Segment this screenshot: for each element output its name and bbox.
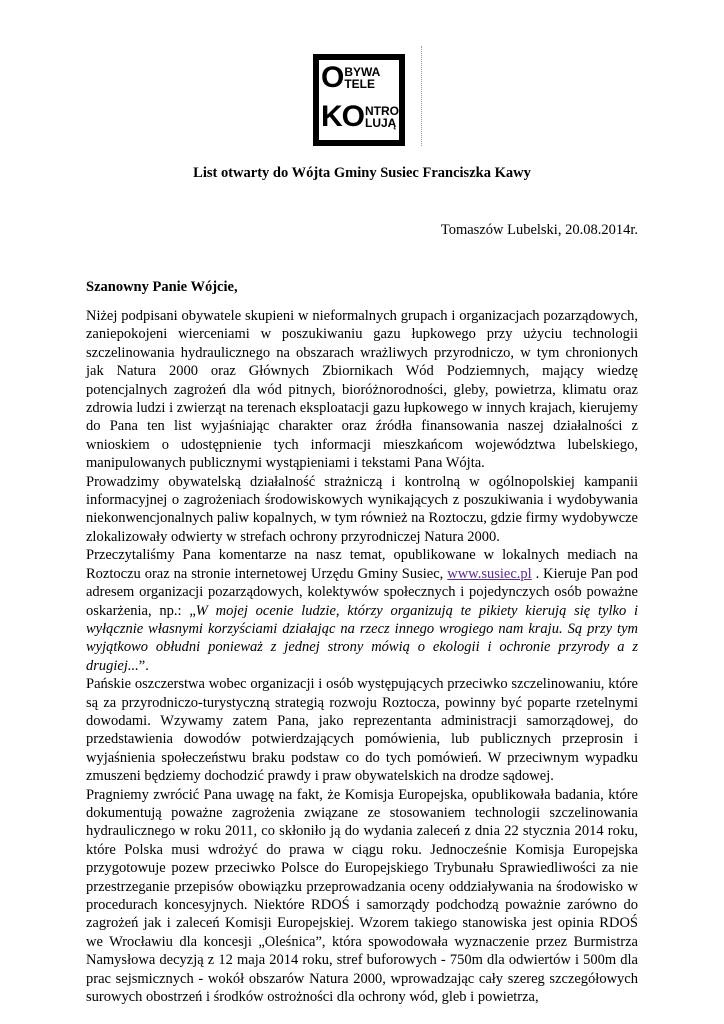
- letter-date: Tomaszów Lubelski, 20.08.2014r.: [440, 222, 638, 238]
- paragraph-1: Niżej podpisani obywatele skupieni w nieformalnych grupach i organizacjach pozarządowych, zaniepokojeni wierceniami w poszukiwaniu gazu łupkowego przy użyciu technologii szczelinowania hydraulicznego na obszarach wrażliwych przyrodniczo, w tym chronionych jak Natura 2000 oraz Głównych Zbiornikach Wód Podziemnych, mający wiedzę potencjalnych zagrożeń dla wód pitnych, bioróżnorodności, gleby, powietrza, klimatu oraz zdrowia ludzi i zwierząt na terenach eksploatacji gazu łupkowego w innych krajach, kierujemy do Pana ten list wyjaśniając charakter oraz źródła finansowania naszej działalności z wnioskiem o udostępnienie tych informacji mieszkańcom województwa lubelskiego, manipulowanych publicznymi wystąpieniami i tekstami Pana Wójta.: [86, 308, 638, 472]
- logo-divider: [421, 46, 423, 146]
- organization-logo: [313, 54, 405, 146]
- paragraph-5: Pragniemy zwrócić Pana uwagę na fakt, że Komisja Europejska, opublikowała badania, które dokumentują poważne zagrożenia związane ze stosowaniem technologii szczelinowania hydraulicznego w roku 2011, co skłoniło ją do wydania zaleceń z dnia 22 stycznia 2014 roku, które Polska musi wdrożyć do prawa w ciągu roku. Jednocześnie Komisja Europejska przygotowuje pozew przeciwko Polsce do Europejskiego Trybunału Sprawiedliwości za nie przestrzeganie przepisów obowiązku przeprowadzania oceny oddziaływania na środowisko w procedurach koncesyjnych. Niektóre RDOŚ i samorządy podchodzą poważnie zarówno do zagrożeń jak i zaleceń Komisji Europejskiej. Wzorem takiego stanowiska jest opinia RDOŚ we Wrocławiu dla koncesji „Oleśnica”, która spowodowała wyznaczenie przez Burmistrza Namysłowa decyzją z 12 maja 2014 roku, stref buforowych - 750m dla odwiertów i 500m dla prac sejsmicznych - wokół obszarów Natura 2000, wprowadzając cały szereg szczegółowych surowych obostrzeń i środków ostrożności dla ochrony wód, gleb i powietrza,: [86, 786, 638, 1006]
- paragraph-3: Przeczytaliśmy Pana komentarze na nasz temat, opublikowane w lokalnych mediach na Roztoczu oraz na stronie internetowej Urzędu Gminy Susiec, www.susiec.pl . Kieruje Pan pod adresem organizacji pozarządowych, kolektywów społecznych i pojedynczych osób poważne oskarżenia, np.: „W mojej ocenie ludzie, którzy organizują te pikiety kierują się tylko i wyłącznie własnymi korzyściami działając na rzecz innego wrogiego nam kraju. Są przy tym wyjątkowo obłudni ponieważ z jednej strony mówią o ekologii i ochronie przyrody a z drugiej...”.: [86, 547, 639, 674]
- logo-line-1: O BYWA TELE: [321, 61, 381, 94]
- paragraph-4: Pańskie oszczerstwa wobec organizacji i osób występujących przeciwko szczelinowaniu, które są za przyrodniczo-turystyczną strategią rozwoju Roztocza, powinny być poparte rzetelnymi dowodami. Wzywamy zatem Pana, jako reprezentanta administracji samorządowej, do przedstawienia dowodów potwierdzających pomówienia, lub publicznych przeprosin i wyjaśnienia społeczeństwu braku podstaw co do tych pomówień. W przeciwnym wypadku zmuszeni będziemy dochodzić prawdy i praw obywatelskich na drodze sądowej.: [86, 676, 638, 785]
- susiec-website-link[interactable]: www.susiec.pl: [447, 565, 532, 582]
- letter-title: List otwarty do Wójta Gminy Susiec Franciszka Kawy: [193, 165, 531, 181]
- letter-body: [86, 307, 638, 1006]
- quoted-accusation: W mojej ocenie ludzie, którzy organizują te pikiety kierują się tylko i wyłącznie własnymi korzyściami działając na rzecz innego wrogiego nam kraju. Są przy tym wyjątkowo obłudni ponieważ z jednej strony mówią o ekologii i ochronie przyrody a z drugiej...: [86, 602, 638, 674]
- paragraph-2: Prowadzimy obywatelską działalność strażniczą i kontrolną w ogólnopolskiej kampanii informacyjnej o zagrożeniach środowiskowych wynikających z poszukiwania i wydobywania niekonwencjonalnych paliw kopalnych, w tym również na Roztoczu, gdzie firmy wydobywcze zlokalizowały odwierty w strefach ochrony przyrodniczej Natura 2000.: [86, 473, 638, 545]
- logo-line-2: KO NTRO LUJĄ: [321, 100, 399, 133]
- salutation: Szanowny Panie Wójcie,: [86, 279, 238, 295]
